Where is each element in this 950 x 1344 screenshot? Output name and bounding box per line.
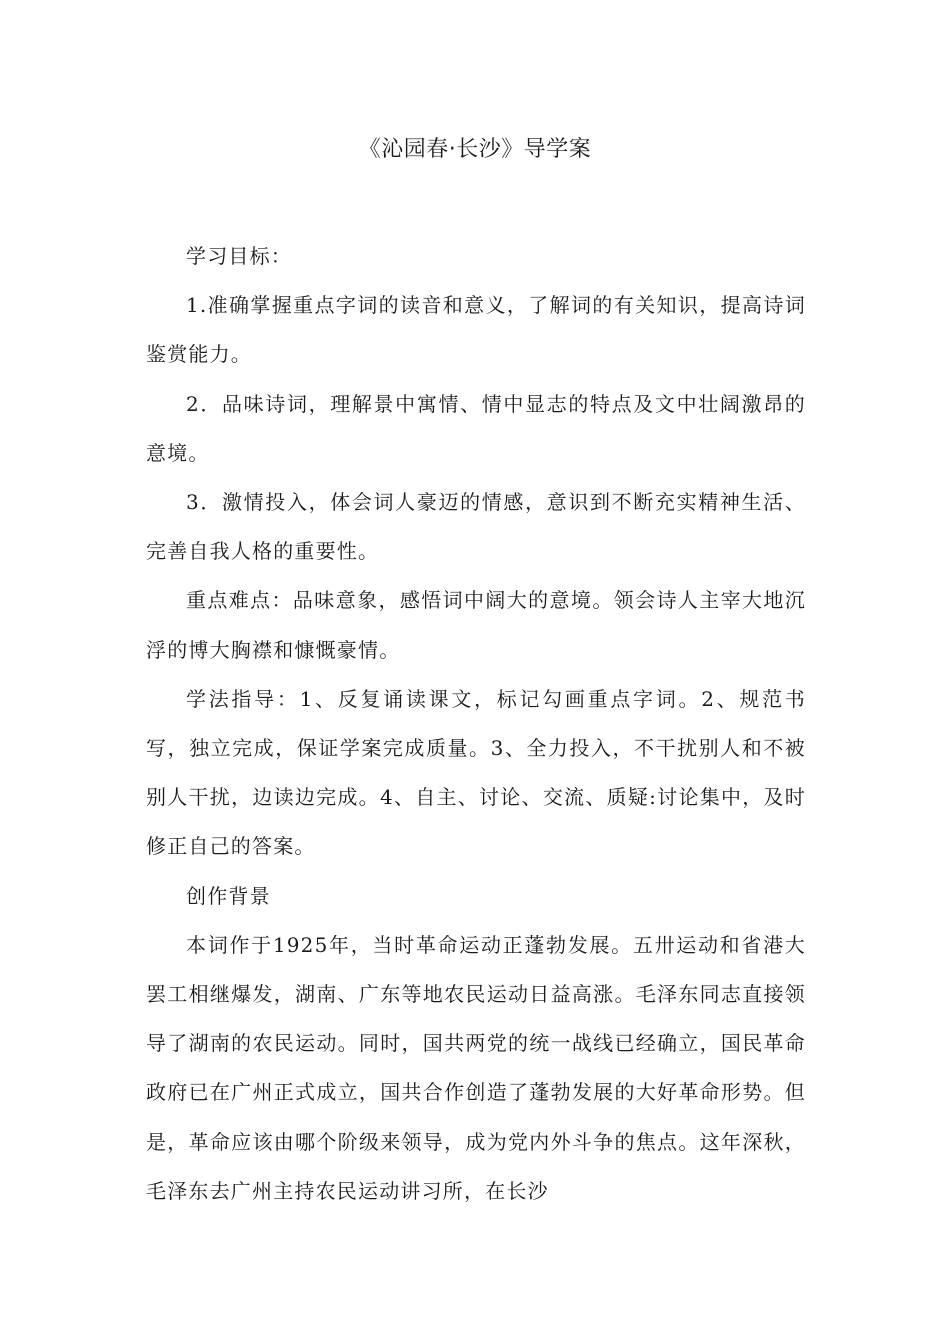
- paragraph-goal-1: 1.准确掌握重点字词的读音和意义，了解词的有关知识，提高诗词鉴赏能力。: [146, 293, 806, 367]
- paragraph-goal-3: 3．激情投入，体会词人豪迈的情感，意识到不断充实精神生活、完善自我人格的重要性。: [146, 490, 806, 564]
- paragraph-background-text: 本词作于1925年，当时革命运动正蓬勃发展。五卅运动和省港大罢工相继爆发，湖南、广东等地农民运动日益高涨。毛泽东同志直接领导了湖南的农民运动。同时，国共两党的统一战线已经确立，国民革命政府已在广州正式成立，国共合作创造了蓬勃发展的大好革命形势。但是，革命应该由哪个阶级来领导，成为党内外斗争的焦点。这年深秋，毛泽东去广州主持农民运动讲习所，在长沙: [146, 932, 806, 1203]
- document-title: 《沁园春·长沙》导学案: [358, 137, 592, 162]
- paragraph-key-difficulties: 重点难点：品味意象，感悟词中阔大的意境。领会诗人主宰大地沉浮的博大胸襟和慷慨豪情。: [146, 588, 806, 662]
- paragraph-study-method: 学法指导：1、反复诵读课文，标记勾画重点字词。2、规范书写，独立完成，保证学案完成质量。3、全力投入，不干扰别人和不被别人干扰，边读边完成。4、自主、讨论、交流、质疑:讨论集中，及时修正自己的答案。: [146, 686, 806, 859]
- document-body: [146, 232, 806, 1216]
- paragraph-goal-2: 2．品味诗词，理解景中寓情、情中显志的特点及文中壮阔激昂的意境。: [146, 391, 806, 465]
- paragraph-learning-goals-heading: 学习目标：: [186, 244, 292, 268]
- paragraph-background-heading: 创作背景: [186, 883, 271, 908]
